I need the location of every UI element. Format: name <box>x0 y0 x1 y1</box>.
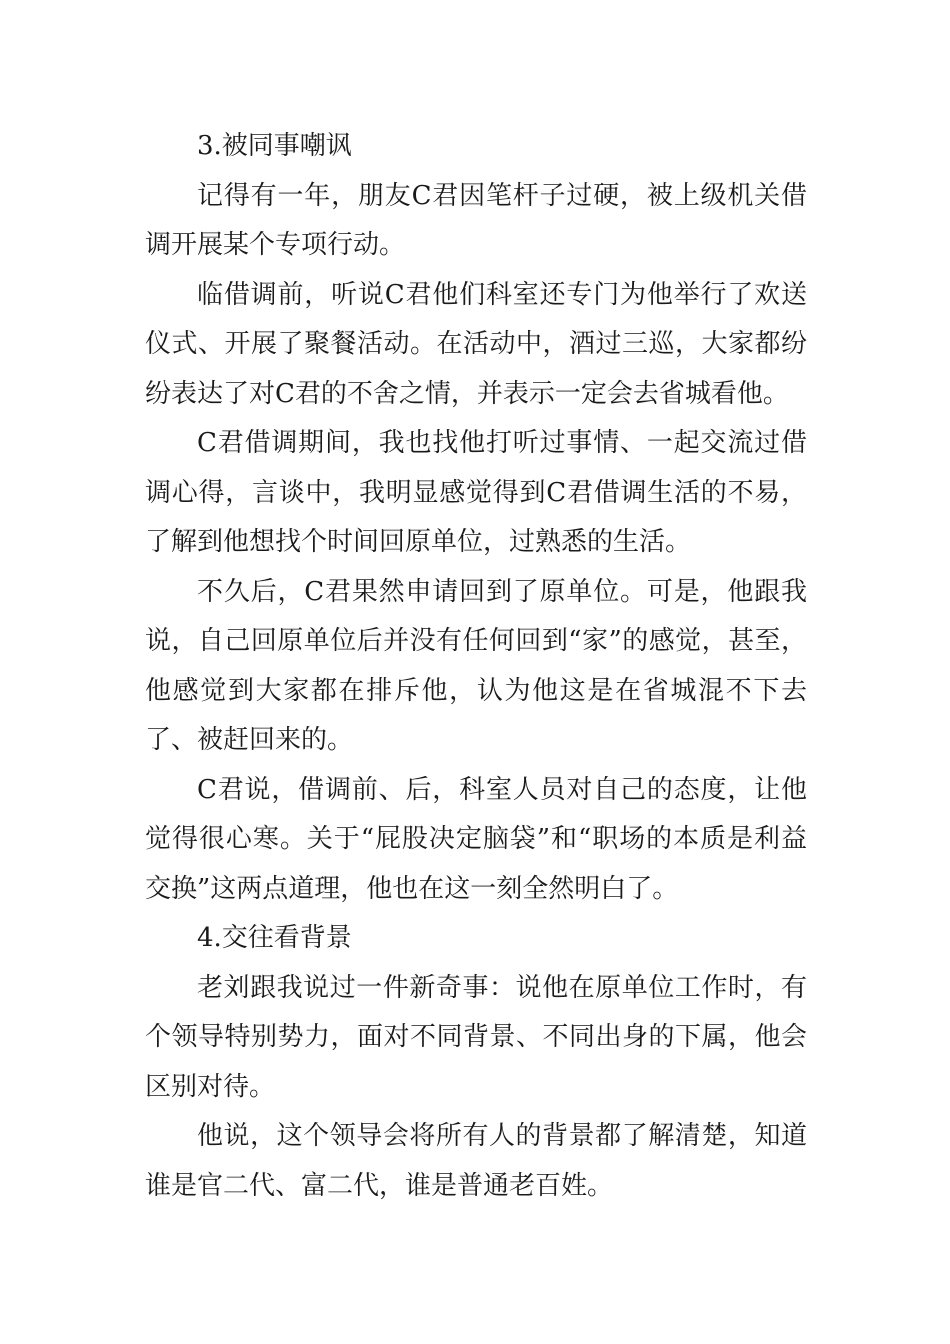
paragraph: C君借调期间，我也找他打听过事情、一起交流过借调心得，言谈中，我明显感觉得到C君借调生活的不易，了解到他想找个时间回原单位，过熟悉的生活。 <box>145 428 807 557</box>
section-heading-4: 4.交往看背景 <box>197 923 352 953</box>
paragraph: 记得有一年，朋友C君因笔杆子过硬，被上级机关借调开展某个专项行动。 <box>145 180 807 260</box>
paragraph: 不久后，C君果然申请回到了原单位。可是，他跟我说，自己回原单位后并没有任何回到“家”的感觉，甚至，他感觉到大家都在排斥他，认为他这是在省城混不下去了、被赶回来的。 <box>145 576 807 755</box>
paragraph: 他说，这个领导会将所有人的背景都了解清楚，知道谁是官二代、富二代，谁是普通老百姓。 <box>145 1121 807 1201</box>
section-heading-3: 3.被同事嘲讽 <box>197 131 352 161</box>
paragraph: 老刘跟我说过一件新奇事：说他在原单位工作时，有个领导特别势力，面对不同背景、不同出身的下属，他会区别对待。 <box>145 972 807 1102</box>
paragraph: 临借调前，听说C君他们科室还专门为他举行了欢送仪式、开展了聚餐活动。在活动中，酒过三巡，大家都纷纷表达了对C君的不舍之情，并表示一定会去省城看他。 <box>145 279 807 409</box>
document-body <box>145 122 807 1211</box>
paragraph: C君说，借调前、后，科室人员对自己的态度，让他觉得很心寒。关于“屁股决定脑袋”和“职场的本质是利益交换”这两点道理，他也在这一刻全然明白了。 <box>145 774 807 904</box>
